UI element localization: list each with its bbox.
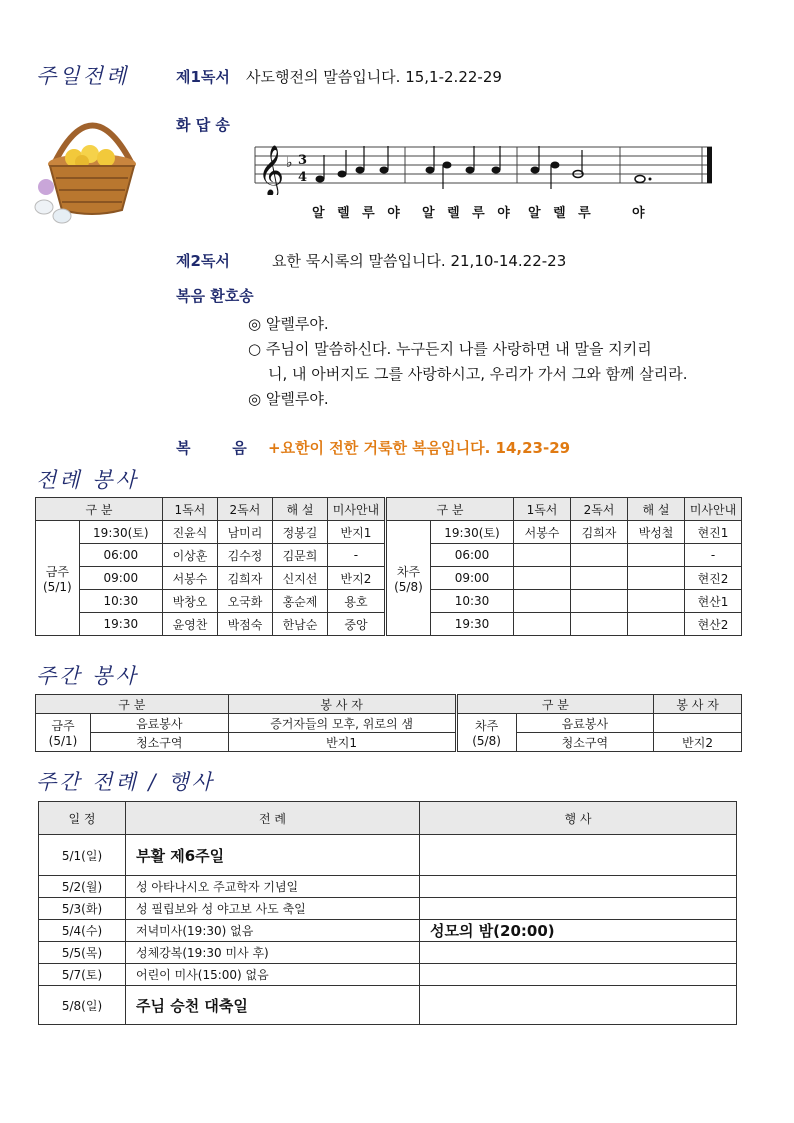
schedule-liturgy: 성체강복(19:30 미사 후) (126, 942, 420, 964)
table-row (39, 876, 737, 898)
weekly-next-week-cell: 차주 (5/8) (456, 714, 516, 752)
easter-basket-illustration (32, 92, 152, 227)
svg-text:3: 3 (298, 153, 308, 168)
table-cell (628, 613, 685, 636)
table-cell: 김희자 (571, 521, 628, 544)
table-cell: - (685, 544, 742, 567)
table-cell: 청소구역 (91, 733, 229, 752)
table-cell (514, 590, 571, 613)
table-cell: 이상훈 (162, 544, 217, 567)
table-cell (628, 567, 685, 590)
schedule-liturgy: 어린이 미사(15:00) 없음 (126, 964, 420, 986)
svg-text:4: 4 (298, 170, 308, 185)
schedule-event (420, 964, 737, 986)
table-cell: 09:00 (79, 567, 162, 590)
schedule-event (420, 986, 737, 1025)
table-row (39, 986, 737, 1025)
acclamation-label: 복음 환호송 (176, 287, 254, 305)
table-cell (571, 544, 628, 567)
table-cell: 박점숙 (217, 613, 272, 636)
table-row (39, 835, 737, 876)
music-staff (250, 135, 720, 195)
table-cell: 윤영찬 (162, 613, 217, 636)
table-cell (571, 590, 628, 613)
table-cell: 반지2 (654, 733, 742, 752)
table-cell: 06:00 (430, 544, 513, 567)
table-row (39, 898, 737, 920)
header-commentary-next: 해 설 (628, 498, 685, 521)
table-cell: 음료봉사 (516, 714, 654, 733)
table-cell (514, 567, 571, 590)
table-cell: 09:00 (430, 567, 513, 590)
weekly-header-category-next: 구 분 (456, 695, 654, 714)
table-cell: 서봉수 (162, 567, 217, 590)
schedule-liturgy: 성 필립보와 성 야고보 사도 축일 (126, 898, 420, 920)
table-cell (628, 544, 685, 567)
psalm-lyric-2: 알 렐 루 야 (422, 206, 514, 221)
header-category-next: 구 분 (385, 498, 513, 521)
table-cell: 남미리 (217, 521, 272, 544)
table-cell: 10:30 (79, 590, 162, 613)
schedule-header-liturgy: 전 례 (126, 802, 420, 835)
schedule-date: 5/2(월) (39, 876, 126, 898)
schedule-date: 5/4(수) (39, 920, 126, 942)
table-cell: 반지1 (327, 521, 385, 544)
schedule-event (420, 876, 737, 898)
header-reading1-next: 1독서 (514, 498, 571, 521)
schedule-liturgy: 부활 제6주일 (126, 835, 420, 876)
header-reading2: 2독서 (217, 498, 272, 521)
schedule-event (420, 835, 737, 876)
weekly-header-volunteer-next: 봉 사 자 (654, 695, 742, 714)
reading1-text: 사도행전의 말씀입니다. 15,1-2.22-29 (246, 68, 502, 86)
psalm-lyric-1: 알 렐 루 야 (312, 206, 404, 221)
acclamation-line-3: 니, 내 아버지도 그를 사랑하시고, 우리가 가서 그와 함께 살리라. (268, 365, 688, 383)
table-cell: 홍순제 (272, 590, 327, 613)
schedule-date: 5/1(일) (39, 835, 126, 876)
table-cell (628, 590, 685, 613)
gospel-label: 복 음 (176, 439, 247, 457)
header-category: 구 분 (36, 498, 163, 521)
acclamation-line-2: ○ 주님이 말씀하신다. 누구든지 나를 사랑하면 내 말을 지키리 (248, 340, 652, 358)
header-mass-guide-next: 미사안내 (685, 498, 742, 521)
weekly-header-volunteer: 봉 사 자 (228, 695, 456, 714)
table-cell: 서봉수 (514, 521, 571, 544)
schedule-event: 성모의 밤(20:00) (420, 920, 737, 942)
section-title-service: 전례 봉사 (36, 468, 139, 492)
schedule-liturgy: 성 아타나시오 주교학자 기념일 (126, 876, 420, 898)
table-cell: 용호 (327, 590, 385, 613)
table-cell: 증거자들의 모후, 위로의 샘 (228, 714, 456, 733)
table-cell: 현진2 (685, 567, 742, 590)
table-cell: 19:30 (430, 613, 513, 636)
table-cell: 청소구역 (516, 733, 654, 752)
table-cell: 오국화 (217, 590, 272, 613)
table-cell: 정봉길 (272, 521, 327, 544)
table-row (39, 964, 737, 986)
table-cell: 중앙 (327, 613, 385, 636)
table-cell: 음료봉사 (91, 714, 229, 733)
psalm-lyric-4: 야 (632, 206, 649, 221)
weekly-header-category: 구 분 (36, 695, 229, 714)
table-cell: 현산1 (685, 590, 742, 613)
header-mass-guide: 미사안내 (327, 498, 385, 521)
table-cell (514, 544, 571, 567)
header-reading1: 1독서 (162, 498, 217, 521)
section-title-schedule: 주간 전례 / 행사 (36, 770, 215, 794)
schedule-date: 5/7(토) (39, 964, 126, 986)
table-cell: 19:30(토) (430, 521, 513, 544)
schedule-date: 5/8(일) (39, 986, 126, 1025)
table-cell (571, 567, 628, 590)
reading2-text: 요한 묵시록의 말씀입니다. 21,10-14.22-23 (272, 252, 567, 270)
table-cell: 신지선 (272, 567, 327, 590)
svg-text:♭: ♭ (286, 155, 293, 171)
schedule-date: 5/3(화) (39, 898, 126, 920)
this-week-cell: 금주 (5/1) (36, 521, 80, 636)
section-title-liturgy: 주일전례 (36, 64, 130, 88)
table-cell: 김희자 (217, 567, 272, 590)
table-cell: 19:30 (79, 613, 162, 636)
schedule-event (420, 898, 737, 920)
reading2-label: 제2독서 (176, 252, 230, 270)
table-cell: 김문희 (272, 544, 327, 567)
header-commentary: 해 설 (272, 498, 327, 521)
table-cell: 19:30(토) (79, 521, 162, 544)
table-cell: 06:00 (79, 544, 162, 567)
svg-text:𝄞: 𝄞 (258, 145, 285, 195)
psalm-label: 화 답 송 (176, 116, 230, 134)
service-table (35, 497, 742, 636)
schedule-table (38, 801, 737, 1025)
table-cell: 진윤식 (162, 521, 217, 544)
table-cell (654, 714, 742, 733)
schedule-event (420, 942, 737, 964)
table-cell: 현산2 (685, 613, 742, 636)
table-cell: 한남순 (272, 613, 327, 636)
header-reading2-next: 2독서 (571, 498, 628, 521)
schedule-liturgy: 주님 승천 대축일 (126, 986, 420, 1025)
table-cell: - (327, 544, 385, 567)
weekly-table (35, 694, 742, 752)
psalm-lyric-3: 알 렐 루 (528, 206, 595, 221)
table-cell (571, 613, 628, 636)
table-cell: 박성철 (628, 521, 685, 544)
schedule-header-event: 행 사 (420, 802, 737, 835)
table-cell: 현진1 (685, 521, 742, 544)
table-cell: 10:30 (430, 590, 513, 613)
acclamation-line-4: ◎ 알렐루야. (248, 390, 329, 408)
schedule-liturgy: 저녁미사(19:30) 없음 (126, 920, 420, 942)
acclamation-line-1: ◎ 알렐루야. (248, 315, 329, 333)
next-week-cell: 차주 (5/8) (385, 521, 430, 636)
section-title-weekly: 주간 봉사 (36, 664, 139, 688)
table-cell: 김수정 (217, 544, 272, 567)
table-cell: 박창오 (162, 590, 217, 613)
weekly-this-week-cell: 금주 (5/1) (36, 714, 91, 752)
table-row (39, 942, 737, 964)
schedule-date: 5/5(목) (39, 942, 126, 964)
table-cell (514, 613, 571, 636)
table-cell: 반지2 (327, 567, 385, 590)
gospel-text: +요한이 전한 거룩한 복음입니다. 14,23-29 (268, 439, 571, 457)
table-cell: 반지1 (228, 733, 456, 752)
reading1-label: 제1독서 (176, 68, 230, 86)
table-row (39, 920, 737, 942)
schedule-header-date: 일 정 (39, 802, 126, 835)
